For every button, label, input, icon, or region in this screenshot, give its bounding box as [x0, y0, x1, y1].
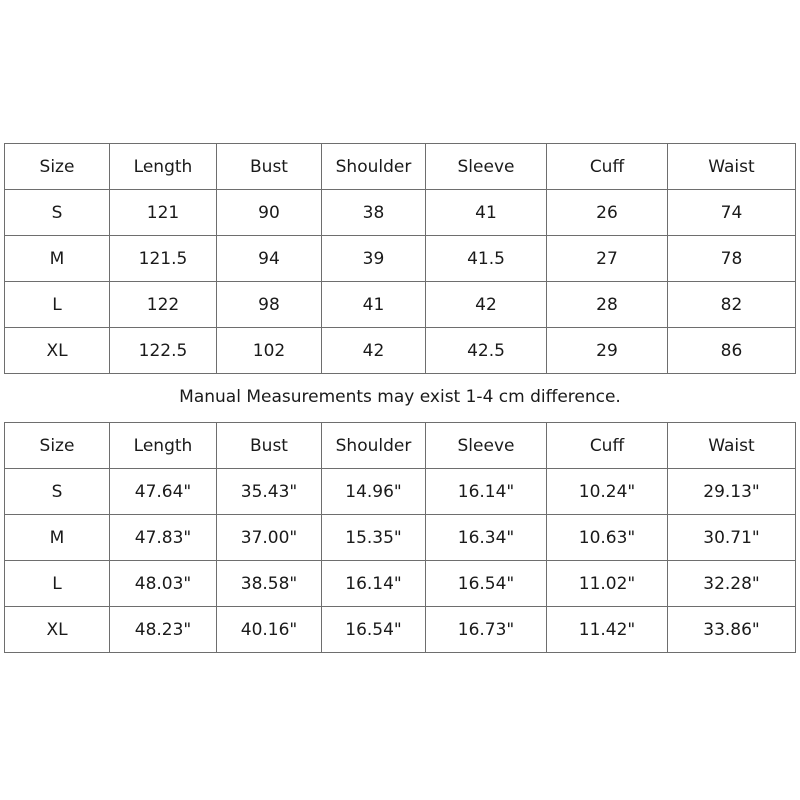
size-label-cell: L [5, 561, 110, 607]
column-header: Waist [668, 423, 796, 469]
table-row [5, 515, 796, 561]
measurement-cell: 28 [547, 282, 668, 328]
measurement-cell: 42 [426, 282, 547, 328]
measurement-cell: 94 [217, 236, 322, 282]
measurement-cell: 42 [322, 328, 426, 374]
measurement-cell: 15.35" [322, 515, 426, 561]
measurement-cell: 30.71" [668, 515, 796, 561]
column-header: Cuff [547, 144, 668, 190]
measurement-cell: 121 [110, 190, 217, 236]
measurement-cell: 48.03" [110, 561, 217, 607]
column-header: Shoulder [322, 144, 426, 190]
measurement-cell: 39 [322, 236, 426, 282]
table-row [5, 469, 796, 515]
size-label-cell: XL [5, 607, 110, 653]
size-label-cell: M [5, 236, 110, 282]
measurement-cell: 26 [547, 190, 668, 236]
column-header: Bust [217, 423, 322, 469]
table-row [5, 236, 796, 282]
measurement-cell: 11.42" [547, 607, 668, 653]
measurement-cell: 121.5 [110, 236, 217, 282]
measurement-cell: 27 [547, 236, 668, 282]
measurement-cell: 14.96" [322, 469, 426, 515]
measurement-cell: 48.23" [110, 607, 217, 653]
measurement-cell: 122 [110, 282, 217, 328]
size-chart-inch-table [4, 422, 796, 653]
table-row [5, 328, 796, 374]
table-row [5, 561, 796, 607]
measurement-cell: 40.16" [217, 607, 322, 653]
measurement-cell: 82 [668, 282, 796, 328]
column-header: Cuff [547, 423, 668, 469]
measurement-cell: 42.5 [426, 328, 547, 374]
measurement-cell: 16.14" [426, 469, 547, 515]
measurement-cell: 38.58" [217, 561, 322, 607]
table-header-row [5, 144, 796, 190]
measurement-cell: 32.28" [668, 561, 796, 607]
measurement-cell: 102 [217, 328, 322, 374]
table-header-row [5, 423, 796, 469]
table-row [5, 282, 796, 328]
column-header: Sleeve [426, 144, 547, 190]
measurement-cell: 16.73" [426, 607, 547, 653]
measurement-cell: 41.5 [426, 236, 547, 282]
column-header: Size [5, 144, 110, 190]
column-header: Length [110, 144, 217, 190]
measurement-cell: 90 [217, 190, 322, 236]
size-label-cell: M [5, 515, 110, 561]
measurement-cell: 74 [668, 190, 796, 236]
measurement-cell: 41 [426, 190, 547, 236]
size-label-cell: S [5, 469, 110, 515]
size-chart-cm-table [4, 143, 796, 374]
measurement-cell: 11.02" [547, 561, 668, 607]
column-header: Shoulder [322, 423, 426, 469]
column-header: Sleeve [426, 423, 547, 469]
table-row [5, 607, 796, 653]
measurement-cell: 16.54" [426, 561, 547, 607]
column-header: Bust [217, 144, 322, 190]
measurement-cell: 41 [322, 282, 426, 328]
column-header: Size [5, 423, 110, 469]
measurement-note: Manual Measurements may exist 1-4 cm difference. [179, 387, 621, 407]
measurement-cell: 16.54" [322, 607, 426, 653]
size-label-cell: S [5, 190, 110, 236]
measurement-cell: 10.63" [547, 515, 668, 561]
measurement-cell: 29.13" [668, 469, 796, 515]
measurement-cell: 29 [547, 328, 668, 374]
column-header: Length [110, 423, 217, 469]
measurement-cell: 35.43" [217, 469, 322, 515]
size-label-cell: L [5, 282, 110, 328]
measurement-cell: 122.5 [110, 328, 217, 374]
measurement-cell: 16.34" [426, 515, 547, 561]
measurement-cell: 16.14" [322, 561, 426, 607]
measurement-cell: 38 [322, 190, 426, 236]
size-label-cell: XL [5, 328, 110, 374]
measurement-cell: 37.00" [217, 515, 322, 561]
measurement-cell: 78 [668, 236, 796, 282]
measurement-cell: 33.86" [668, 607, 796, 653]
measurement-cell: 86 [668, 328, 796, 374]
column-header: Waist [668, 144, 796, 190]
measurement-cell: 98 [217, 282, 322, 328]
table-row [5, 190, 796, 236]
measurement-cell: 47.64" [110, 469, 217, 515]
measurement-cell: 10.24" [547, 469, 668, 515]
measurement-cell: 47.83" [110, 515, 217, 561]
